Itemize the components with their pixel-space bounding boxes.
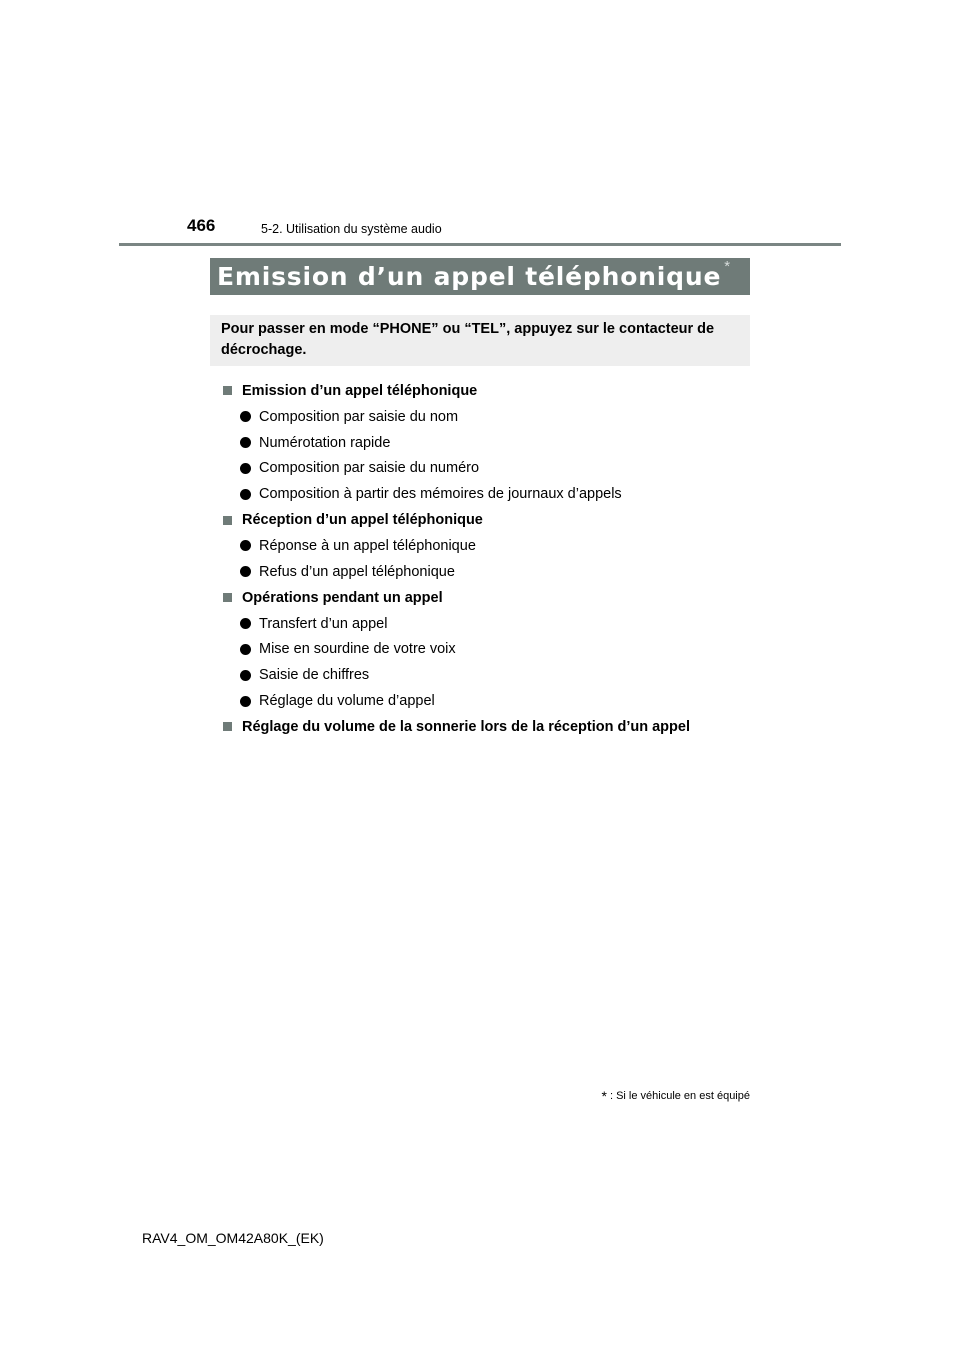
group-heading-label: Réglage du volume de la sonnerie lors de la réception d’un appel xyxy=(242,718,690,735)
section-title-bar xyxy=(210,258,750,295)
round-bullet-icon xyxy=(240,670,251,681)
list-item-label: Mise en sourdine de votre voix xyxy=(259,641,456,658)
square-bullet-icon xyxy=(223,722,232,731)
header-divider xyxy=(119,243,841,246)
round-bullet-icon xyxy=(240,463,251,474)
square-bullet-icon xyxy=(223,593,232,602)
page-title: Emission d’un appel téléphonique xyxy=(217,262,722,291)
group-heading xyxy=(223,507,783,533)
list-item-label: Composition par saisie du nom xyxy=(259,408,459,425)
square-bullet-icon xyxy=(223,516,232,525)
intro-note: Pour passer en mode “PHONE” ou “TEL”, appuyez sur le contacteur de décrochage. xyxy=(210,315,750,366)
group-heading xyxy=(223,714,783,740)
group-heading-label: Emission d’un appel téléphonique xyxy=(242,382,478,399)
square-bullet-icon xyxy=(223,386,232,395)
round-bullet-icon xyxy=(240,437,251,448)
footnote-text: : Si le véhicule en est équipé xyxy=(609,1090,750,1102)
list-item xyxy=(223,404,783,430)
list-item xyxy=(223,559,783,585)
round-bullet-icon xyxy=(240,540,251,551)
round-bullet-icon xyxy=(240,696,251,707)
list-item-label: Transfert d’un appel xyxy=(259,615,388,632)
round-bullet-icon xyxy=(240,489,251,500)
list-item xyxy=(223,662,783,688)
list-item-label: Numérotation rapide xyxy=(259,434,391,451)
list-item-label: Réponse à un appel téléphonique xyxy=(259,537,476,554)
feature-list xyxy=(223,378,783,740)
list-item xyxy=(223,430,783,456)
round-bullet-icon xyxy=(240,644,251,655)
list-item xyxy=(223,481,783,507)
list-item-label: Réglage du volume d’appel xyxy=(259,693,435,710)
list-item xyxy=(223,688,783,714)
list-item-label: Refus d’un appel téléphonique xyxy=(259,563,455,580)
round-bullet-icon xyxy=(240,411,251,422)
list-item-label: Composition à partir des mémoires de journaux d’appels xyxy=(259,486,622,503)
document-code: RAV4_OM_OM42A80K_(EK) xyxy=(142,1230,324,1246)
footnote xyxy=(602,1088,751,1104)
list-item xyxy=(223,456,783,482)
group-heading-label: Opérations pendant un appel xyxy=(242,589,443,606)
list-item-label: Saisie de chiffres xyxy=(259,667,370,684)
group-heading xyxy=(223,378,783,404)
page-number: 466 xyxy=(187,216,216,235)
list-item xyxy=(223,636,783,662)
list-item xyxy=(223,533,783,559)
round-bullet-icon xyxy=(240,618,251,629)
list-item xyxy=(223,611,783,637)
list-item-label: Composition par saisie du numéro xyxy=(259,460,480,477)
asterisk-icon: * xyxy=(724,258,731,275)
section-label: 5-2. Utilisation du système audio xyxy=(261,222,442,236)
group-heading-label: Réception d’un appel téléphonique xyxy=(242,512,483,529)
asterisk-icon: * xyxy=(601,1088,607,1104)
group-heading xyxy=(223,585,783,611)
round-bullet-icon xyxy=(240,566,251,577)
